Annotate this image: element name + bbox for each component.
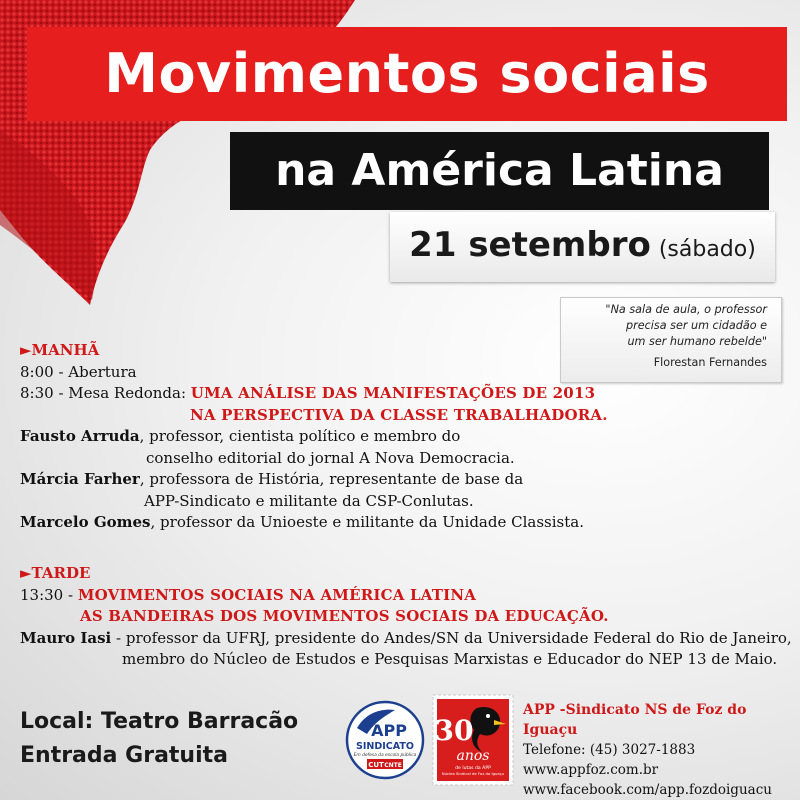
morning-section xyxy=(20,340,608,534)
stamp-word: anos xyxy=(456,748,490,764)
speaker-mauro: Mauro Iasi - professor da UFRJ, presidente do Andes/SN da Universidade Federal do Rio de Janeiro, xyxy=(20,628,792,647)
morning-item-roundtable: 8:30 - Mesa Redonda: UMA ANÁLISE DAS MANIFESTAÇÕES DE 2013 xyxy=(20,384,596,402)
quote-line-2: precisa ser um cidadão e xyxy=(626,319,767,332)
quote-line-1: "Na sala de aula, o professor xyxy=(605,303,767,316)
venue-location: Local: Teatro Barracão xyxy=(20,709,299,734)
stamp-sub-1: de lutas da APP xyxy=(455,766,491,771)
speaker-fausto: Fausto Arruda, professor, cientista político e membro do xyxy=(20,427,461,445)
afternoon-heading: ►TARDE xyxy=(20,564,91,582)
app-logo-text: APP xyxy=(371,721,407,740)
app-logo-tagline: Em defesa da escola pública xyxy=(353,753,417,758)
afternoon-section xyxy=(20,563,792,671)
roundtable-title-line-2: NA PERSPECTIVA DA CLASSE TRABALHADORA. xyxy=(190,405,608,424)
speaker-mauro-desc-2: membro do Núcleo de Estudos e Pesquisas Marxistas e Educador do NEP 13 de Maio. xyxy=(122,650,778,668)
free-entry: Entrada Gratuita xyxy=(20,743,228,768)
stamp-number: 30 xyxy=(434,714,474,747)
venue-block xyxy=(20,705,298,773)
title-line-1: Movimentos sociais xyxy=(27,27,787,121)
website-link[interactable]: www.appfoz.com.br xyxy=(523,762,659,778)
facebook-link[interactable]: www.facebook.com/app.fozdoiguacu xyxy=(523,782,772,798)
afternoon-item: 13:30 - MOVIMENTOS SOCIAIS NA AMÉRICA LATINA xyxy=(20,585,477,604)
speaker-fausto-desc-2: conselho editorial do jornal A Nova Democracia. xyxy=(146,448,515,467)
stamp-sub-2: Núcleo Sindical de Foz do Iguaçu xyxy=(441,771,505,776)
afternoon-title-line-2: AS BANDEIRAS DOS MOVIMENTOS SOCIAIS DA EDUCAÇÃO. xyxy=(80,607,609,625)
event-date: 21 setembro xyxy=(409,225,651,265)
app-logo-sub: SINDICATO xyxy=(356,741,414,752)
morning-heading: ►MANHÃ xyxy=(20,341,100,359)
cnte-logo-text: CNTE xyxy=(384,762,402,769)
morning-item-opening: 8:00 - Abertura xyxy=(20,362,137,381)
contact-block xyxy=(523,700,800,800)
quote-author: Florestan Fernandes xyxy=(653,356,767,369)
event-weekday: (sábado) xyxy=(658,237,756,262)
cut-logo-text: CUT xyxy=(368,761,384,769)
phone: Telefone: (45) 3027-1883 xyxy=(523,742,696,758)
date-box xyxy=(390,212,775,282)
title-line-2: na América Latina xyxy=(230,132,769,210)
30-anos-stamp xyxy=(432,694,514,786)
speaker-marcia-desc-2: APP-Sindicato e militante da CSP-Conlutas. xyxy=(144,491,474,510)
speaker-marcelo: Marcelo Gomes, professor da Unioeste e militante da Unidade Classista. xyxy=(20,513,584,531)
quote-line-3: um ser humano rebelde" xyxy=(627,335,767,348)
speaker-marcia: Márcia Farher, professora de História, representante de base da xyxy=(20,470,524,488)
org-name: APP -Sindicato NS de Foz do Iguaçu xyxy=(523,702,747,738)
app-sindicato-logo xyxy=(345,700,425,780)
